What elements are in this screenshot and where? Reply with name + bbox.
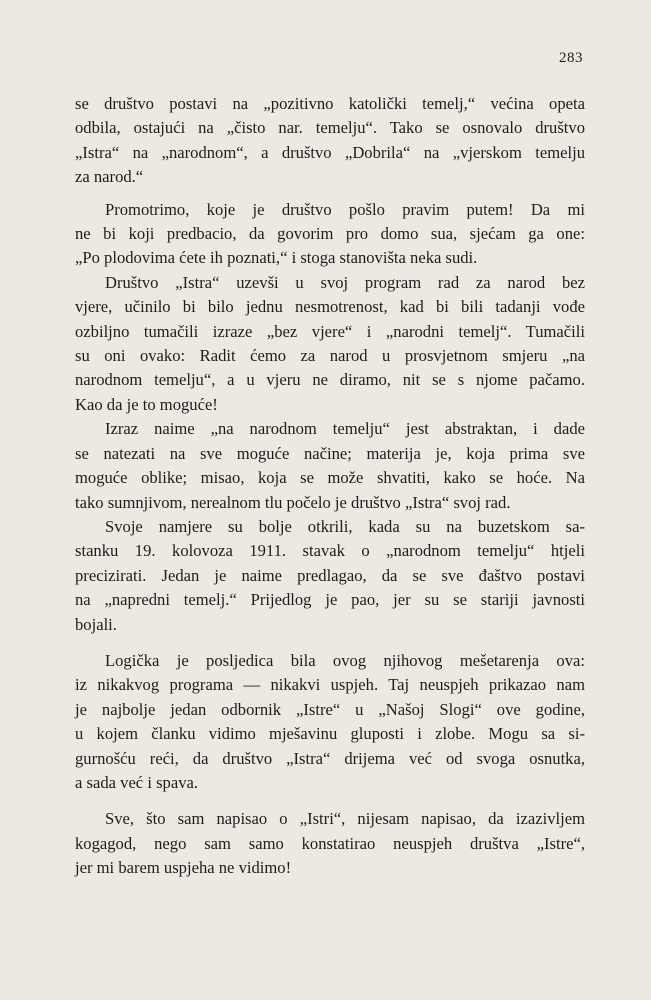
paragraph (75, 271, 585, 417)
text-line: stanku 19. kolovoza 1911. stavak o „narodnom temelju“ htjeli (75, 541, 585, 561)
text-line: Izraz naime „na narodnom temelju“ jest abstraktan, i dade (105, 419, 585, 439)
body-text (75, 92, 585, 881)
paragraph (75, 198, 585, 271)
paragraph (75, 807, 585, 880)
text-line: bojali. (75, 614, 117, 634)
text-line: vjere, učinilo bi bilo jednu nesmotrenost, kad bi bili tadanji vođe (75, 297, 585, 317)
paragraph (75, 92, 585, 190)
text-line: su oni ovako: Radit ćemo za narod u prosvjetnom smjeru „na (75, 346, 585, 366)
text-line: odbila, ostajući na „čisto nar. temelju“. Tako se osnovalo društvo (75, 118, 585, 138)
text-line: a sada već i spava. (75, 772, 199, 792)
text-line: za narod.“ (75, 167, 144, 187)
text-line: „Istra“ na „narodnom“, a društvo „Dobrila“ na „vjerskom temelju (75, 142, 585, 162)
text-line: „Po plodovima ćete ih poznati,“ i stoga stanovišta neka sudi. (75, 248, 478, 268)
text-line: na „napredni temelj.“ Prijedlog je pao, jer su se stariji javnosti (75, 590, 585, 610)
text-line: Društvo „Istra“ uzevši u svoj program rad za narod bez (105, 272, 585, 292)
text-line: gurnošću reći, da društvo „Istra“ drijema već od svoga osnutka, (75, 748, 585, 768)
text-line: iz nikakvog programa — nikakvi uspjeh. Taj neuspjeh prikazao nam (75, 675, 585, 695)
text-line: Promotrimo, koje je društvo pošlo pravim putem! Da mi (105, 199, 585, 219)
text-line: se natezati na sve moguće načine; materija je, koja prima sve (75, 443, 585, 463)
paragraph (75, 417, 585, 515)
text-line: narodnom temelju“, a u vjeru ne diramo, nit se s njome pačamo. (75, 370, 585, 390)
text-line: moguće oblike; misao, koja se može shvatiti, kako se hoće. Na (75, 468, 585, 488)
paragraph (75, 649, 585, 795)
text-line: u kojem članku vidimo mješavinu gluposti i zlobe. Mogu sa si- (75, 724, 585, 744)
text-line: Svoje namjere su bolje otkrili, kada su na buzetskom sa- (105, 516, 585, 536)
text-line: tako sumnjivom, nerealnom tlu počelo je društvo „Istra“ svoj rad. (75, 492, 511, 512)
text-line: precizirati. Jedan je naime predlagao, da se sve đaštvo postavi (75, 565, 585, 585)
text-line: se društvo postavi na „pozitivno katolički temelj,“ većina opeta (75, 94, 585, 113)
page-number: 283 (559, 50, 583, 66)
paragraph (75, 515, 585, 637)
text-line: ne bi koji predbacio, da govorim pro domo sua, sjećam ga one: (75, 224, 585, 244)
text-line: jer mi barem uspjeha ne vidimo! (75, 858, 292, 878)
text-line: Logička je posljedica bila ovog njihovog mešetarenja ova: (105, 650, 585, 670)
text-line: Kao da je to moguće! (75, 394, 218, 414)
text-line: ozbiljno tumačili izraze „bez vjere“ i „narodni temelj“. Tumačili (75, 321, 585, 341)
text-line: je najbolje jedan odbornik „Istre“ u „Našoj Slogi“ ove godine, (75, 699, 585, 719)
text-line: kogagod, nego sam samo konstatirao neuspjeh društva „Istre“, (75, 833, 585, 853)
text-line: Sve, što sam napisao o „Istri“, nijesam napisao, da izazivljem (105, 809, 585, 829)
